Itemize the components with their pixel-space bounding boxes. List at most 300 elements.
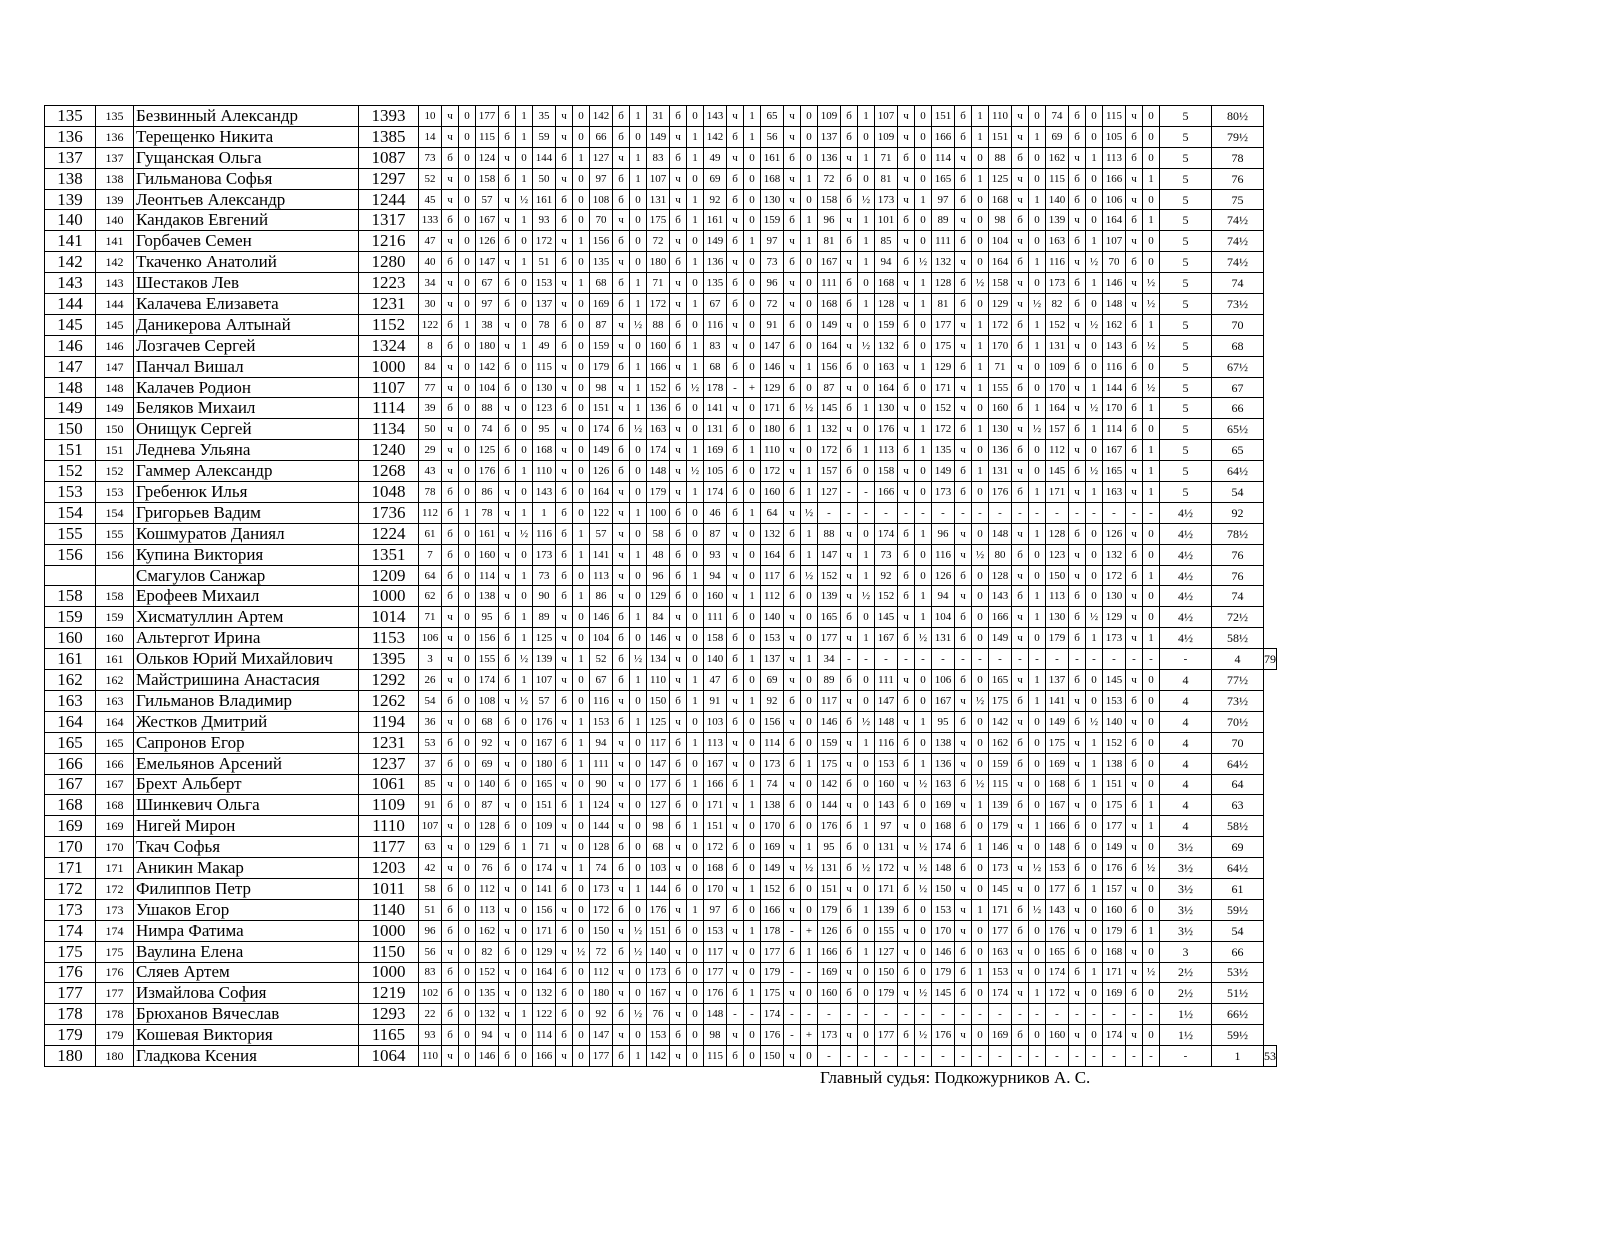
opponent-cell: 142 — [647, 1046, 670, 1067]
color-cell: ч — [442, 273, 459, 294]
color-cell: б — [955, 294, 972, 315]
result-cell: 0 — [915, 314, 932, 335]
points-cell: 5 — [1160, 419, 1212, 440]
opponent-cell: 165 — [533, 774, 556, 795]
color-cell: б — [841, 920, 858, 941]
color-cell: ч — [613, 1025, 630, 1046]
color-cell: б — [841, 837, 858, 858]
color-cell: ч — [556, 837, 573, 858]
color-cell: б — [1069, 461, 1086, 482]
color-cell: б — [955, 231, 972, 252]
color-cell: ч — [727, 210, 744, 231]
rating-cell: 1000 — [359, 920, 419, 941]
opponent-cell: 156 — [476, 628, 499, 649]
color-cell: ч — [1012, 670, 1029, 691]
opponent-cell: 106 — [1103, 189, 1126, 210]
result-cell: 1 — [630, 106, 647, 127]
opponent-cell: 58 — [647, 523, 670, 544]
opponent-cell: 168 — [875, 273, 898, 294]
opponent-cell: 67 — [704, 294, 727, 315]
color-cell: ч — [670, 419, 687, 440]
color-cell: б — [1012, 1025, 1029, 1046]
result-cell: 0 — [801, 294, 818, 315]
result-cell: - — [915, 1046, 932, 1067]
result-cell: 0 — [573, 314, 590, 335]
result-cell: 0 — [459, 816, 476, 837]
result-cell: 0 — [1143, 983, 1160, 1004]
result-cell: 0 — [972, 231, 989, 252]
color-cell: б — [670, 795, 687, 816]
color-cell: б — [841, 816, 858, 837]
color-cell: ч — [955, 523, 972, 544]
result-cell: 0 — [801, 586, 818, 607]
opponent-cell: 116 — [875, 732, 898, 753]
color-cell: ч — [1012, 189, 1029, 210]
opponent-cell: 151 — [590, 398, 613, 419]
color-cell: б — [784, 147, 801, 168]
color-cell: б — [1012, 252, 1029, 273]
color-cell: ч — [670, 168, 687, 189]
color-cell: б — [556, 920, 573, 941]
result-cell: 0 — [1029, 795, 1046, 816]
opponent-cell: 132 — [1103, 544, 1126, 565]
points-cell: 5 — [1160, 252, 1212, 273]
opponent-cell: 149 — [647, 126, 670, 147]
color-cell: б — [442, 899, 459, 920]
opponent-cell: 177 — [647, 774, 670, 795]
result-cell: 0 — [744, 941, 761, 962]
points-cell: 1½ — [1160, 1004, 1212, 1025]
opponent-cell: 168 — [533, 440, 556, 461]
color-cell: ч — [613, 377, 630, 398]
opponent-cell: 158 — [476, 168, 499, 189]
color-cell: - — [1126, 649, 1143, 670]
rating-cell: 1048 — [359, 482, 419, 503]
table-row — [45, 649, 1277, 670]
result-cell: 0 — [972, 732, 989, 753]
opponent-cell: 167 — [476, 210, 499, 231]
color-cell: ч — [556, 899, 573, 920]
result-cell: 0 — [972, 983, 989, 1004]
result-cell: 0 — [687, 1025, 704, 1046]
result-cell: 0 — [1029, 941, 1046, 962]
result-cell: 0 — [573, 210, 590, 231]
color-cell: б — [898, 962, 915, 983]
table-row — [45, 628, 1277, 649]
opponent-cell: 125 — [989, 168, 1012, 189]
start-number-cell: 166 — [96, 753, 134, 774]
start-number-cell: 145 — [96, 314, 134, 335]
result-cell: 1 — [915, 294, 932, 315]
tiebreak-cell: 66½ — [1212, 1004, 1264, 1025]
table-row — [45, 294, 1277, 315]
opponent-cell: 132 — [818, 419, 841, 440]
color-cell: ч — [1069, 440, 1086, 461]
color-cell: ч — [727, 816, 744, 837]
color-cell: б — [898, 1025, 915, 1046]
color-cell: ч — [556, 231, 573, 252]
place-cell: 179 — [45, 1025, 96, 1046]
opponent-cell: 92 — [875, 565, 898, 586]
result-cell: 0 — [516, 544, 533, 565]
opponent-cell: 73 — [419, 147, 442, 168]
result-cell: 0 — [516, 732, 533, 753]
color-cell: б — [727, 649, 744, 670]
color-cell: б — [898, 440, 915, 461]
result-cell: - — [1029, 502, 1046, 523]
opponent-cell: 151 — [647, 920, 670, 941]
player-name-cell: Леонтьев Александр — [134, 189, 359, 210]
color-cell: ч — [1126, 523, 1143, 544]
color-cell: ч — [1126, 941, 1143, 962]
color-cell: ч — [442, 1046, 459, 1067]
start-number-cell: 139 — [96, 189, 134, 210]
points-cell: 5 — [1160, 106, 1212, 127]
color-cell: ч — [670, 649, 687, 670]
result-cell: 0 — [573, 440, 590, 461]
opponent-cell: 125 — [476, 440, 499, 461]
result-cell: ½ — [972, 690, 989, 711]
opponent-cell: 43 — [419, 461, 442, 482]
result-cell: 0 — [516, 983, 533, 1004]
result-cell: 0 — [459, 795, 476, 816]
opponent-cell: 129 — [647, 586, 670, 607]
color-cell: ч — [670, 983, 687, 1004]
rating-cell: 1000 — [359, 586, 419, 607]
opponent-cell: 74 — [761, 774, 784, 795]
result-cell: ½ — [1143, 294, 1160, 315]
color-cell: б — [499, 1046, 516, 1067]
color-cell: б — [442, 690, 459, 711]
color-cell: - — [1126, 1004, 1143, 1025]
result-cell: 1 — [516, 502, 533, 523]
result-cell: 0 — [1029, 168, 1046, 189]
result-cell: 1 — [858, 294, 875, 315]
opponent-cell: 141 — [533, 878, 556, 899]
opponent-cell: 153 — [590, 711, 613, 732]
result-cell: 0 — [459, 335, 476, 356]
result-cell: 1 — [1029, 126, 1046, 147]
color-cell: ч — [556, 941, 573, 962]
color-cell: ч — [670, 356, 687, 377]
color-cell: б — [1126, 899, 1143, 920]
result-cell: 0 — [915, 482, 932, 503]
tiebreak-cell: 80½ — [1212, 106, 1264, 127]
opponent-cell: - — [932, 649, 955, 670]
rating-cell: 1150 — [359, 941, 419, 962]
result-cell: 0 — [1143, 774, 1160, 795]
opponent-cell: - — [875, 1046, 898, 1067]
opponent-cell: 166 — [533, 1046, 556, 1067]
result-cell: 0 — [801, 314, 818, 335]
color-cell: б — [955, 273, 972, 294]
tiebreak-cell: 74½ — [1212, 210, 1264, 231]
color-cell: б — [1126, 398, 1143, 419]
result-cell: 0 — [1029, 711, 1046, 732]
result-cell: 0 — [1086, 189, 1103, 210]
color-cell: ч — [442, 607, 459, 628]
opponent-cell: 105 — [704, 461, 727, 482]
tiebreak-cell: 64½ — [1212, 461, 1264, 482]
opponent-cell: 153 — [989, 962, 1012, 983]
opponent-cell: 95 — [533, 419, 556, 440]
start-number-cell: 137 — [96, 147, 134, 168]
opponent-cell: 137 — [1046, 670, 1069, 691]
opponent-cell: 78 — [419, 482, 442, 503]
player-name-cell: Шинкевич Ольга — [134, 795, 359, 816]
color-cell: б — [499, 607, 516, 628]
rating-cell: 1014 — [359, 607, 419, 628]
color-cell: ч — [499, 732, 516, 753]
result-cell: 1 — [858, 544, 875, 565]
place-cell: 142 — [45, 252, 96, 273]
color-cell: б — [1126, 356, 1143, 377]
opponent-cell: 167 — [932, 690, 955, 711]
points-cell: 5 — [1160, 398, 1212, 419]
table-row — [45, 586, 1277, 607]
tiebreak-cell: 63 — [1212, 795, 1264, 816]
color-cell: б — [442, 502, 459, 523]
result-cell: 1 — [573, 858, 590, 879]
color-cell: б — [955, 962, 972, 983]
opponent-cell: 160 — [704, 586, 727, 607]
color-cell: ч — [727, 690, 744, 711]
result-cell: - — [744, 1004, 761, 1025]
opponent-cell: 26 — [419, 670, 442, 691]
color-cell: б — [499, 774, 516, 795]
color-cell: б — [442, 210, 459, 231]
opponent-cell: 134 — [647, 649, 670, 670]
opponent-cell: 47 — [419, 231, 442, 252]
color-cell: ч — [841, 544, 858, 565]
color-cell: б — [841, 168, 858, 189]
result-cell: 0 — [1029, 147, 1046, 168]
player-name-cell: Купина Виктория — [134, 544, 359, 565]
result-cell: 0 — [573, 983, 590, 1004]
result-cell: + — [744, 377, 761, 398]
color-cell: - — [841, 1046, 858, 1067]
color-cell: ч — [613, 920, 630, 941]
opponent-cell: 177 — [1046, 878, 1069, 899]
result-cell: 1 — [687, 816, 704, 837]
rating-cell: 1061 — [359, 774, 419, 795]
result-cell: ½ — [915, 878, 932, 899]
opponent-cell: 152 — [932, 398, 955, 419]
opponent-cell: 67 — [476, 273, 499, 294]
opponent-cell: 174 — [704, 482, 727, 503]
opponent-cell: 149 — [704, 231, 727, 252]
result-cell: 0 — [1029, 920, 1046, 941]
opponent-cell: 167 — [1103, 440, 1126, 461]
opponent-cell: 131 — [989, 461, 1012, 482]
opponent-cell: 178 — [704, 377, 727, 398]
place-cell: 168 — [45, 795, 96, 816]
color-cell: б — [841, 398, 858, 419]
color-cell: ч — [670, 858, 687, 879]
result-cell: 1 — [459, 502, 476, 523]
color-cell: б — [727, 837, 744, 858]
result-cell: 0 — [915, 398, 932, 419]
rating-cell: 1293 — [359, 1004, 419, 1025]
color-cell: б — [442, 314, 459, 335]
result-cell: ½ — [516, 649, 533, 670]
opponent-cell: 112 — [419, 502, 442, 523]
color-cell: ч — [898, 461, 915, 482]
color-cell: б — [841, 670, 858, 691]
points-cell: 5 — [1160, 147, 1212, 168]
color-cell: б — [1069, 837, 1086, 858]
table-row — [45, 899, 1277, 920]
color-cell: б — [613, 419, 630, 440]
points-cell: 1½ — [1160, 1025, 1212, 1046]
color-cell: ч — [1012, 523, 1029, 544]
color-cell: б — [442, 1004, 459, 1025]
result-cell: - — [858, 1046, 875, 1067]
color-cell: ч — [499, 314, 516, 335]
result-cell: 0 — [630, 482, 647, 503]
opponent-cell: 64 — [761, 502, 784, 523]
result-cell: - — [1029, 1004, 1046, 1025]
tiebreak-cell: 77½ — [1212, 670, 1264, 691]
opponent-cell: 62 — [419, 586, 442, 607]
result-cell: 0 — [744, 962, 761, 983]
opponent-cell: 132 — [875, 335, 898, 356]
opponent-cell: 140 — [1103, 711, 1126, 732]
result-cell: 1 — [1143, 314, 1160, 335]
color-cell: б — [613, 711, 630, 732]
result-cell: ½ — [687, 461, 704, 482]
result-cell: ½ — [630, 920, 647, 941]
color-cell: б — [898, 544, 915, 565]
result-cell: 1 — [858, 252, 875, 273]
color-cell: ч — [670, 1046, 687, 1067]
result-cell: 0 — [516, 899, 533, 920]
player-name-cell: Ольков Юрий Михайлович — [134, 649, 359, 670]
opponent-cell: 177 — [932, 314, 955, 335]
opponent-cell: 175 — [1046, 732, 1069, 753]
color-cell: ч — [898, 294, 915, 315]
points-cell: 5 — [1160, 356, 1212, 377]
rating-cell: 1000 — [359, 356, 419, 377]
color-cell: ч — [556, 106, 573, 127]
result-cell: 0 — [915, 795, 932, 816]
player-name-cell: Гаммер Александр — [134, 461, 359, 482]
result-cell: 0 — [573, 690, 590, 711]
result-cell: 0 — [687, 837, 704, 858]
result-cell: 1 — [1029, 314, 1046, 335]
color-cell: ч — [1126, 294, 1143, 315]
opponent-cell: 109 — [818, 106, 841, 127]
result-cell: 0 — [516, 878, 533, 899]
opponent-cell: 37 — [419, 753, 442, 774]
opponent-cell: 146 — [989, 837, 1012, 858]
result-cell: 1 — [516, 1004, 533, 1025]
opponent-cell: 98 — [704, 1025, 727, 1046]
opponent-cell: 159 — [590, 335, 613, 356]
color-cell: б — [1126, 858, 1143, 879]
color-cell: ч — [841, 878, 858, 899]
color-cell: ч — [613, 544, 630, 565]
result-cell: 0 — [858, 837, 875, 858]
result-cell: 0 — [1143, 732, 1160, 753]
player-name-cell: Аникин Макар — [134, 858, 359, 879]
opponent-cell: 52 — [590, 649, 613, 670]
color-cell: ч — [499, 482, 516, 503]
result-cell: 0 — [573, 837, 590, 858]
color-cell: б — [670, 732, 687, 753]
result-cell: ½ — [1143, 335, 1160, 356]
result-cell: 0 — [1086, 899, 1103, 920]
place-cell: 167 — [45, 774, 96, 795]
opponent-cell: 144 — [647, 878, 670, 899]
color-cell: ч — [727, 586, 744, 607]
color-cell: б — [670, 753, 687, 774]
result-cell: 1 — [801, 941, 818, 962]
opponent-cell: 128 — [1046, 523, 1069, 544]
result-cell: 0 — [744, 294, 761, 315]
opponent-cell: 150 — [761, 1046, 784, 1067]
opponent-cell: - — [989, 502, 1012, 523]
color-cell: ч — [727, 753, 744, 774]
color-cell: ч — [898, 816, 915, 837]
result-cell: 0 — [1143, 544, 1160, 565]
result-cell: 1 — [687, 899, 704, 920]
opponent-cell: 175 — [932, 335, 955, 356]
result-cell: 0 — [630, 523, 647, 544]
place-cell: 143 — [45, 273, 96, 294]
opponent-cell: 112 — [476, 878, 499, 899]
color-cell: б — [841, 607, 858, 628]
rating-cell: 1224 — [359, 523, 419, 544]
result-cell: 0 — [1086, 544, 1103, 565]
table-row — [45, 878, 1277, 899]
color-cell: ч — [1012, 126, 1029, 147]
opponent-cell: 89 — [533, 607, 556, 628]
result-cell: 0 — [744, 1046, 761, 1067]
result-cell: 1 — [687, 690, 704, 711]
result-cell: 0 — [459, 899, 476, 920]
color-cell: ч — [499, 565, 516, 586]
result-cell: 0 — [459, 482, 476, 503]
result-cell: 1 — [630, 377, 647, 398]
opponent-cell: 74 — [476, 419, 499, 440]
color-cell: ч — [499, 523, 516, 544]
result-cell: 0 — [630, 899, 647, 920]
result-cell: ½ — [516, 189, 533, 210]
color-cell: б — [1069, 962, 1086, 983]
rating-cell: 1203 — [359, 858, 419, 879]
result-cell: 0 — [1143, 189, 1160, 210]
result-cell: 1 — [687, 189, 704, 210]
result-cell: 1 — [687, 147, 704, 168]
player-name-cell: Гладкова Ксения — [134, 1046, 359, 1067]
opponent-cell: 173 — [989, 858, 1012, 879]
result-cell: 0 — [687, 795, 704, 816]
color-cell: б — [670, 523, 687, 544]
result-cell: 0 — [573, 419, 590, 440]
color-cell: ч — [1012, 962, 1029, 983]
opponent-cell: 8 — [419, 335, 442, 356]
result-cell: 0 — [630, 189, 647, 210]
tiebreak-cell: 66 — [1212, 398, 1264, 419]
place-cell: 178 — [45, 1004, 96, 1025]
result-cell: ½ — [801, 502, 818, 523]
color-cell: б — [499, 440, 516, 461]
opponent-cell: 111 — [875, 670, 898, 691]
result-cell: 1 — [972, 335, 989, 356]
result-cell: - — [972, 502, 989, 523]
table-row — [45, 189, 1277, 210]
